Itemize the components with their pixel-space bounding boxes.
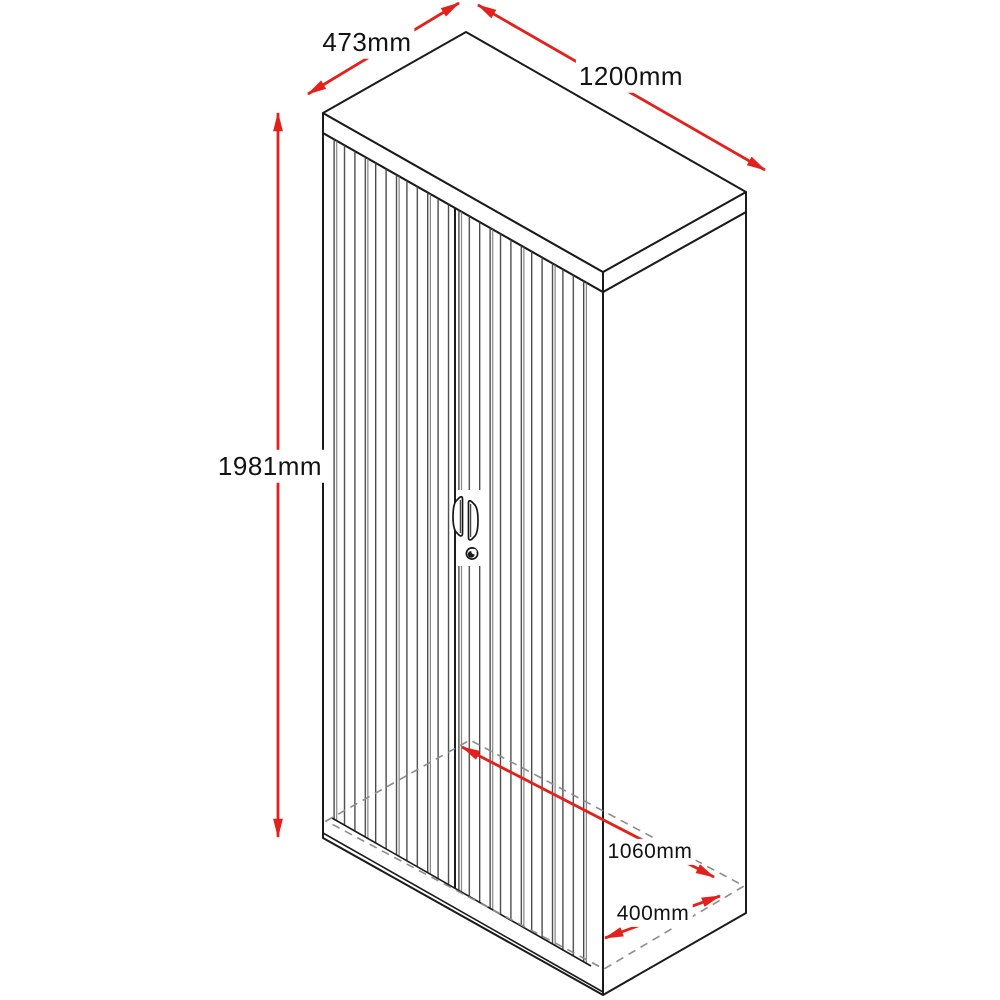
cabinet-right-panel — [603, 212, 746, 995]
door-handle-right — [469, 501, 479, 540]
dimension-label-width: 1200mm — [576, 60, 686, 93]
dimension-label-internal-width: 1060mm — [605, 839, 696, 865]
door-hardware — [453, 490, 481, 566]
dimension-label-height: 1981mm — [215, 450, 325, 483]
door-handle-left — [453, 497, 463, 536]
dimension-label-internal-depth: 400mm — [614, 901, 693, 927]
dimension-label-depth: 473mm — [319, 26, 414, 59]
lock-highlight — [471, 549, 476, 554]
